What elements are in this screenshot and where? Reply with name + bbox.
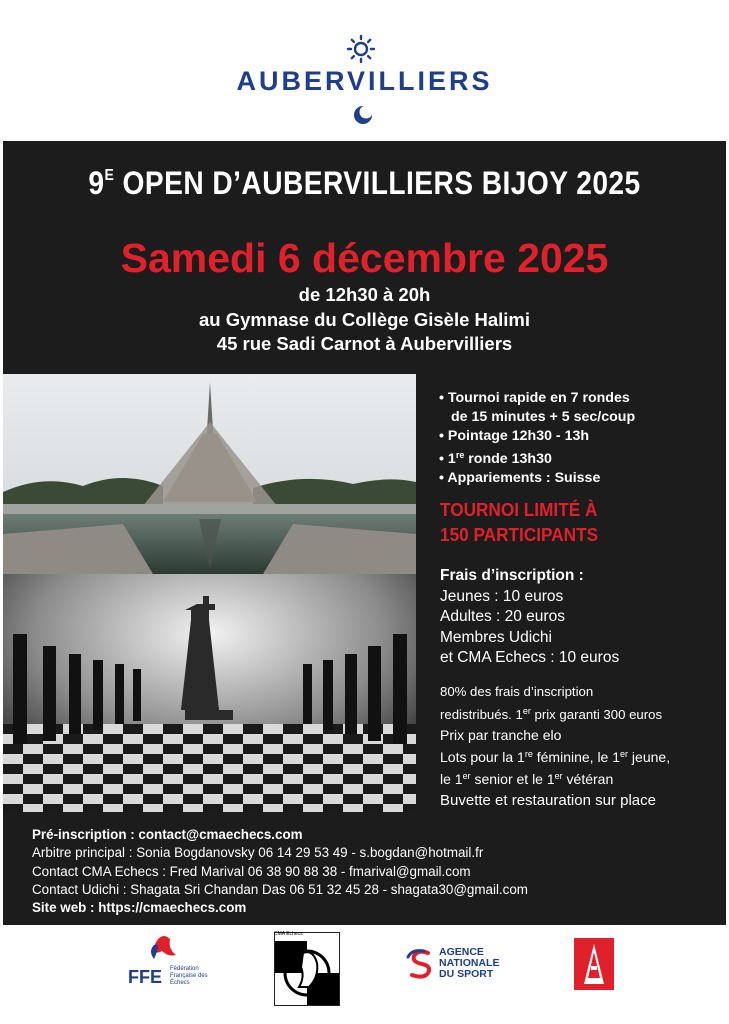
cma-echecs-label: CMA Echecs [274, 931, 303, 937]
buvette-note: Buvette et restauration sur place [440, 792, 656, 809]
tower-logo [574, 938, 614, 990]
sun-icon [346, 34, 376, 64]
fees-heading: Frais d’inscription : [440, 567, 584, 584]
event-time: de 12h30 à 20h [298, 284, 431, 305]
brand-title: AUBERVILLIERS [236, 66, 493, 96]
event-panel [3, 141, 726, 925]
event-title: $9^E$ OPEN D’AUBERVILLIERS BIJOY 2025 [88, 165, 641, 201]
detail-format: • Tournoi rapide en 7 rondes [439, 390, 630, 406]
registration-fees [440, 566, 619, 669]
event-date: Samedi 6 décembre 2025 [120, 235, 609, 281]
prize-redistribution: 80% des frais d’inscription redistribués. 1er prix garanti 300 euros [440, 684, 663, 722]
prize-categories: Prix par tranche elo Lots pour la 1re féminine, le 1er jeune, le 1er senior et le 1er vétéran [440, 727, 671, 787]
detail-timing: de 15 minutes + 5 sec/coup [451, 409, 636, 425]
participant-limit: TOURNOI LIMITÉ À 150 PARTICIPANTS [440, 499, 599, 545]
event-address: 45 rue Sadi Carnot à Aubervilliers [216, 333, 513, 354]
detail-first-round: • 1re ronde 13h30 [439, 450, 552, 467]
fee-jeunes: Jeunes : 10 euros [440, 587, 564, 605]
monument-photo [3, 374, 416, 574]
moon-icon [352, 104, 374, 126]
ffe-label: FFE [128, 967, 162, 987]
cma-echecs-logo [274, 932, 340, 1006]
contact-udichi: Contact Udichi : Shagata Sri Chandan Das 06 51 32 45 28 - shagata30@gmail.com [32, 881, 528, 897]
chess-photo [3, 574, 416, 812]
fee-adultes: Adultes : 20 euros [440, 608, 565, 625]
sponsor-logos [0, 925, 729, 1024]
contact-arbitre: Arbitre principal : Sonia Bogdanovsky 06 14 29 53 49 - s.bogdan@hotmail.fr [32, 845, 484, 861]
ans-logo [404, 947, 438, 981]
contact-preinscription: Pré-inscription : contact@cmaechecs.com [32, 827, 303, 842]
tournament-details [439, 389, 635, 488]
ffe-sublabel: Fédération Française des Échecs [170, 966, 208, 986]
contact-cma: Contact CMA Echecs : Fred Marival 06 38 90 88 38 - fmarival@gmail.com [32, 863, 471, 879]
contact-site: Site web : https://cmaechecs.com [32, 900, 247, 916]
event-venue: au Gymnase du Collège Gisèle Halimi [198, 309, 531, 330]
detail-checkin: • Pointage 12h30 - 13h [439, 428, 590, 444]
fee-cma: et CMA Echecs : 10 euros [440, 649, 620, 666]
contact-block [32, 826, 528, 917]
ans-label: AGENCE NATIONALE DU SPORT [439, 946, 500, 980]
detail-pairing: • Appariements : Suisse [439, 470, 601, 486]
header [0, 0, 729, 141]
fee-membres: Membres Udichi [440, 628, 552, 646]
